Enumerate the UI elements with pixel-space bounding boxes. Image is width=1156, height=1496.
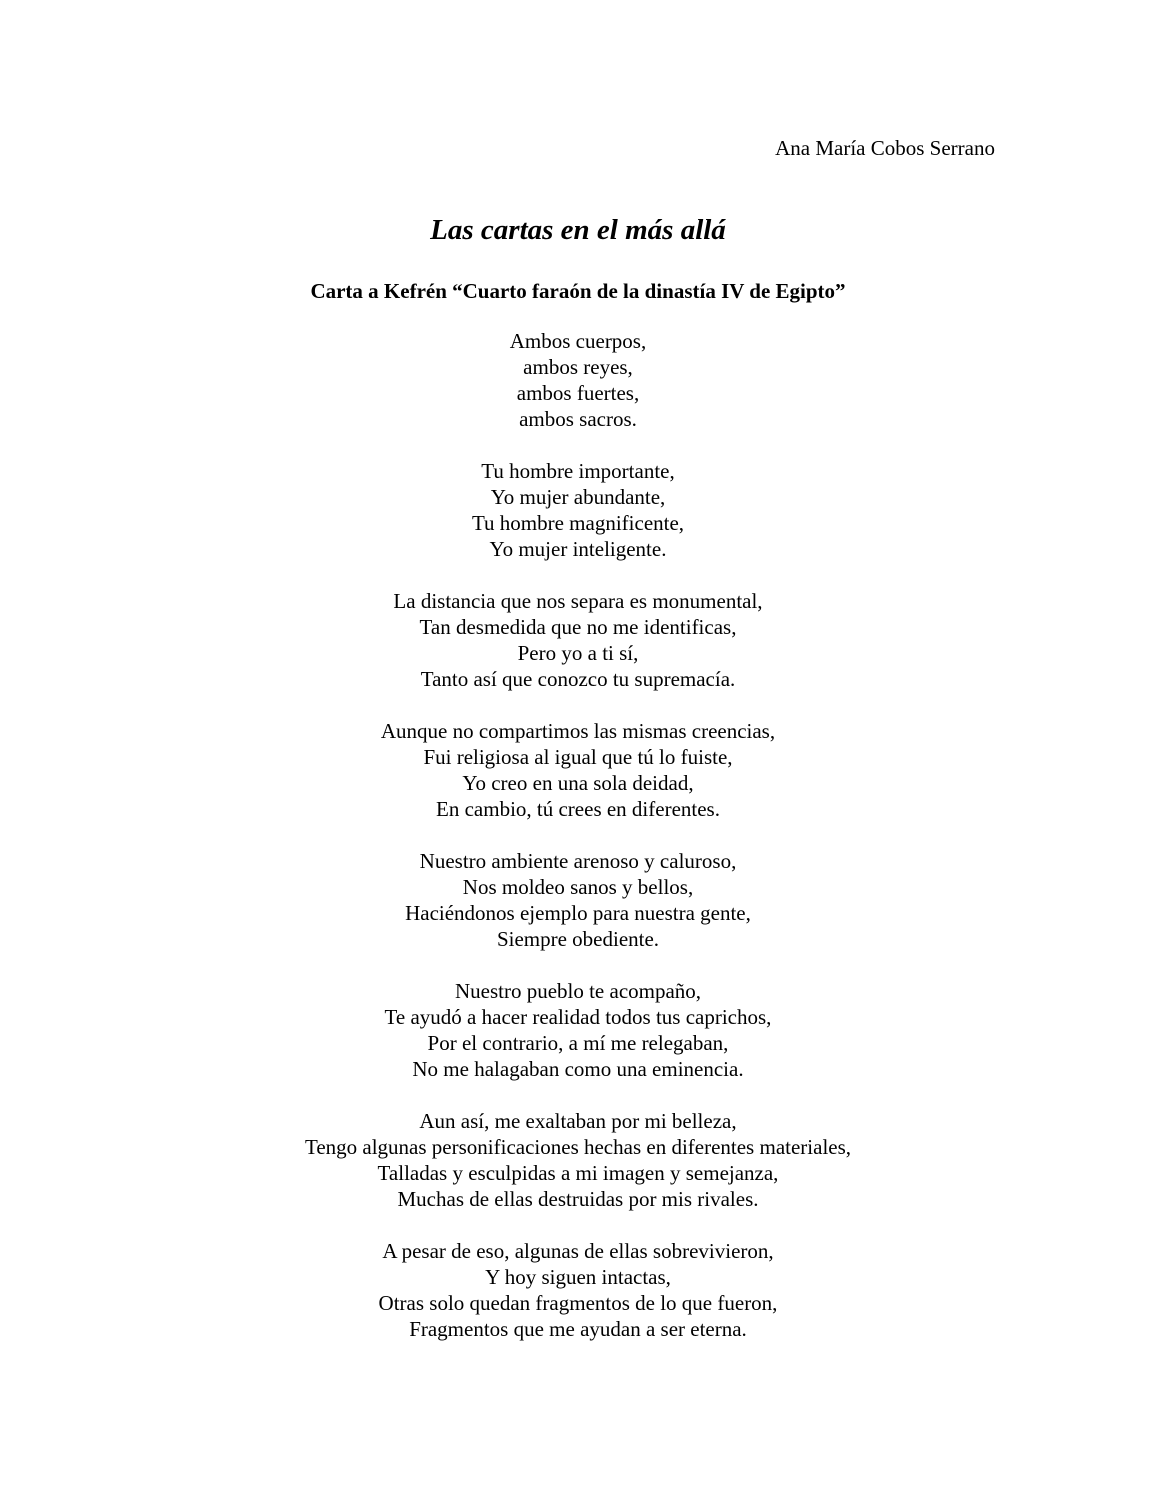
poem-line: Y hoy siguen intactas, (485, 1265, 671, 1289)
poem-line: Te ayudó a hacer realidad todos tus caprichos, (384, 1005, 772, 1029)
poem-line: Tu hombre importante, (481, 459, 675, 483)
poem-line: Tu hombre magnificente, (471, 511, 685, 535)
poem-line: A pesar de eso, algunas de ellas sobrevivieron, (382, 1239, 774, 1263)
poem-line: Tan desmedida que no me identificas, (419, 615, 737, 639)
stanza-5 (0, 848, 1156, 952)
poem-line: Ambos cuerpos, (509, 329, 647, 353)
poem-line: Nos moldeo sanos y bellos, (462, 875, 694, 899)
poem-line: Fragmentos que me ayudan a ser eterna. (409, 1317, 747, 1341)
stanza-3 (0, 588, 1156, 692)
stanza-8 (0, 1238, 1156, 1342)
poem-line: Fui religiosa al igual que tú lo fuiste, (423, 745, 733, 769)
document-subtitle: Carta a Kefrén “Cuarto faraón de la dinastía IV de Egipto” (310, 279, 846, 303)
stanza-6 (0, 978, 1156, 1082)
poem-line: Aun así, me exaltaban por mi belleza, (419, 1109, 737, 1133)
poem-line: La distancia que nos separa es monumental, (393, 589, 763, 613)
poem-line: Aunque no compartimos las mismas creencias, (380, 719, 776, 743)
poem-line: Yo mujer abundante, (490, 485, 666, 509)
poem-line: Por el contrario, a mí me relegaban, (427, 1031, 729, 1055)
poem-line: Otras solo quedan fragmentos de lo que fueron, (378, 1291, 778, 1315)
poem-line: Tanto así que conozco tu supremacía. (420, 667, 736, 691)
poem-line: Yo mujer inteligente. (489, 537, 667, 561)
poem-line: ambos reyes, (523, 355, 633, 379)
poem-line: Talladas y esculpidas a mi imagen y semejanza, (377, 1161, 779, 1185)
document-title: Las cartas en el más allá (430, 214, 726, 246)
stanza-2 (0, 458, 1156, 562)
stanza-4 (0, 718, 1156, 822)
poem-line: Tengo algunas personificaciones hechas en diferentes materiales, (304, 1135, 852, 1159)
poem-line: En cambio, tú crees en diferentes. (436, 797, 720, 821)
stanza-1 (0, 328, 1156, 432)
poem-line: Siempre obediente. (496, 927, 660, 951)
author-name: Ana María Cobos Serrano (775, 136, 995, 160)
poem-line: ambos fuertes, (516, 381, 640, 405)
poem (0, 328, 1156, 1368)
poem-line: Muchas de ellas destruidas por mis rivales. (397, 1187, 759, 1211)
stanza-7 (0, 1108, 1156, 1212)
poem-line: Pero yo a ti sí, (517, 641, 639, 665)
poem-line: Nuestro pueblo te acompaño, (454, 979, 702, 1003)
poem-line: No me halagaban como una eminencia. (412, 1057, 744, 1081)
poem-line: ambos sacros. (519, 407, 637, 431)
poem-line: Haciéndonos ejemplo para nuestra gente, (405, 901, 751, 925)
poem-line: Yo creo en una sola deidad, (462, 771, 694, 795)
poem-line: Nuestro ambiente arenoso y caluroso, (419, 849, 737, 873)
